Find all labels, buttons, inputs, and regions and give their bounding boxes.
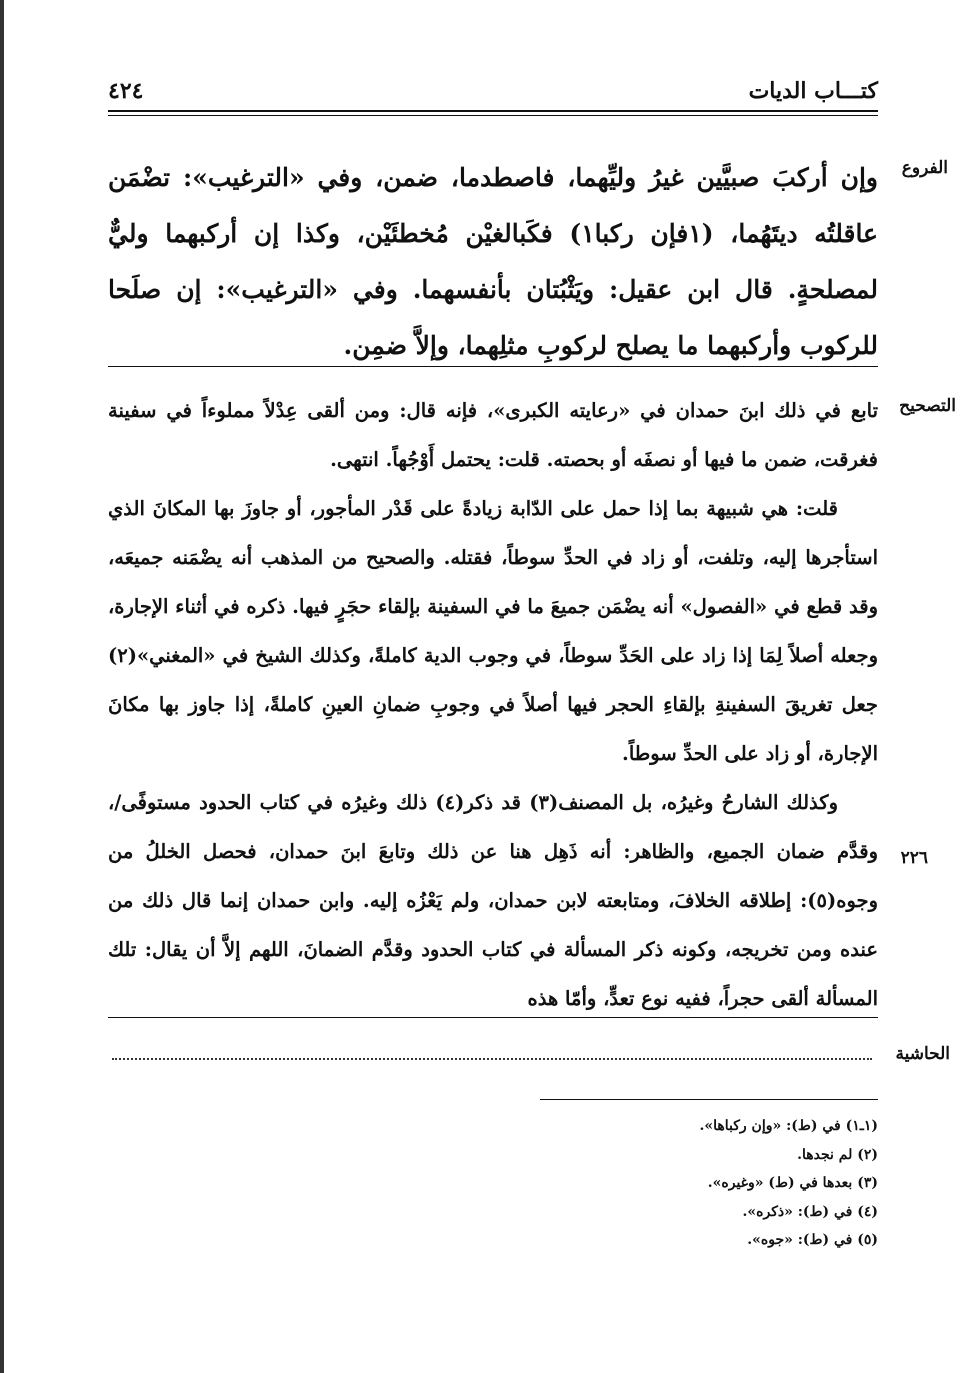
tashih-paragraph: تابع في ذلك ابنَ حمدان في «رعايته الكبرى»، فإنه قال: ومن ألقى عِدْلاً مملوءاً في سفينة فغرقت، ضمن ما فيها أو نصفَه أو بحصته. قلت: يحتمل أَوْجُهاً. انتهى. [108, 399, 878, 471]
footnote: (٤) في (ط): «ذكره». [742, 1203, 878, 1220]
page-number: ٤٢٤ [108, 78, 144, 104]
tashih-paragraph: قلت: هي شبيهة بما إذا حمل على الدّابة زيادةً على قَدْر المأجور، أو جاوزَ بها المكانَ الذي استأجرها إليه، وتلفت، أو زاد في الحدِّ سوطاً، فقتله. والصحيح من المذهب أنه يضْمَنه جميعَه، وقد قطع في «الفصول» أنه يضْمَن جميعَ ما في السفينة بإلقاء حجَرٍ فيها. ذكره في أثناء الإجارة، وجعله أصلاً لِمَا إذا زاد على الحَدِّ سوطاً، في وجوب الدية كاملةً، وكذلك الشيخ في «المغني»(٢) جعل تغريقَ السفينةِ بإلقاءِ الحجر فيها أصلاً في وجوبِ ضمانِ العينِ كاملةً، إذا جاوز بها مكانَ الإجارة، أو زاد على الحدِّ سوطاً. [108, 497, 878, 765]
hashiya-dotted-line [112, 1058, 872, 1060]
book-title: كتـــاب الديات [748, 78, 878, 104]
header-rule-thin [108, 115, 878, 116]
section-divider [108, 366, 878, 367]
footnote: (٥) في (ط): «جوه». [747, 1232, 878, 1248]
footnote: (١ـ١) في (ط): «وإن ركباها». [699, 1118, 878, 1134]
margin-page-number: ٢٢٦ [900, 848, 928, 868]
furu-text: وإن أركبَ صبيَّين غيرُ وليِّهما، فاصطدما، ضمن، وفي «الترغيب»: تضْمَن عاقلتُه ديتَهُما، (١فإن ركبا١) فكَبالغيْن مُخطئَيْن، وكذا إن أركبهما وليٌّ لمصلحةٍ. قال ابن عقيل: ويَثْبُتان بأنفسهما. وفي «الترغيب»: إن صلَحا للركوب وأركبهما ما يصلح لركوبِ مثلِهما، وإلاَّ ضمِن. [108, 163, 878, 360]
footnote: (٣) بعدها في (ط) «وغيره». [707, 1175, 878, 1191]
footnote: (٢) لم نجدها. [797, 1146, 878, 1163]
tashih-paragraph: وكذلك الشارحُ وغيرُه، بل المصنف(٣) قد ذكر(٤) ذلك وغيرُه في كتاب الحدود مستوفًى/، وقدَّم ضمان الجميع، والظاهر: أنه ذَهِل هنا عن ذلك وتابعَ ابنَ حمدان، فحصل الخللُ من وجوه(٥): إطلاقه الخلافَ، ومتابعته لابن حمدان، ولم يَعْزُه إليه. وابن حمدان إنما قال ذلك من عنده ومن تخريجه، وكونه ذكر المسألة في كتاب الحدود وقدَّم الضمانَ، اللهم إلاَّ أن يقال: تلك المسألة ألقى حجراً، ففيه نوع تعدٍّ، وأمّا هذه [108, 791, 878, 1010]
footnote-rule [540, 1099, 878, 1100]
header-rule-thick [108, 110, 878, 112]
page-edge [0, 0, 4, 1373]
hashiya-label: الحاشية [895, 1044, 950, 1064]
tashih-label: التصحيح [899, 396, 956, 416]
footnotes [540, 1112, 878, 1255]
furu-label: الفروع [901, 158, 948, 178]
page-header [108, 78, 878, 104]
text-end-rule [108, 1017, 878, 1018]
tashih-text [108, 386, 878, 1023]
